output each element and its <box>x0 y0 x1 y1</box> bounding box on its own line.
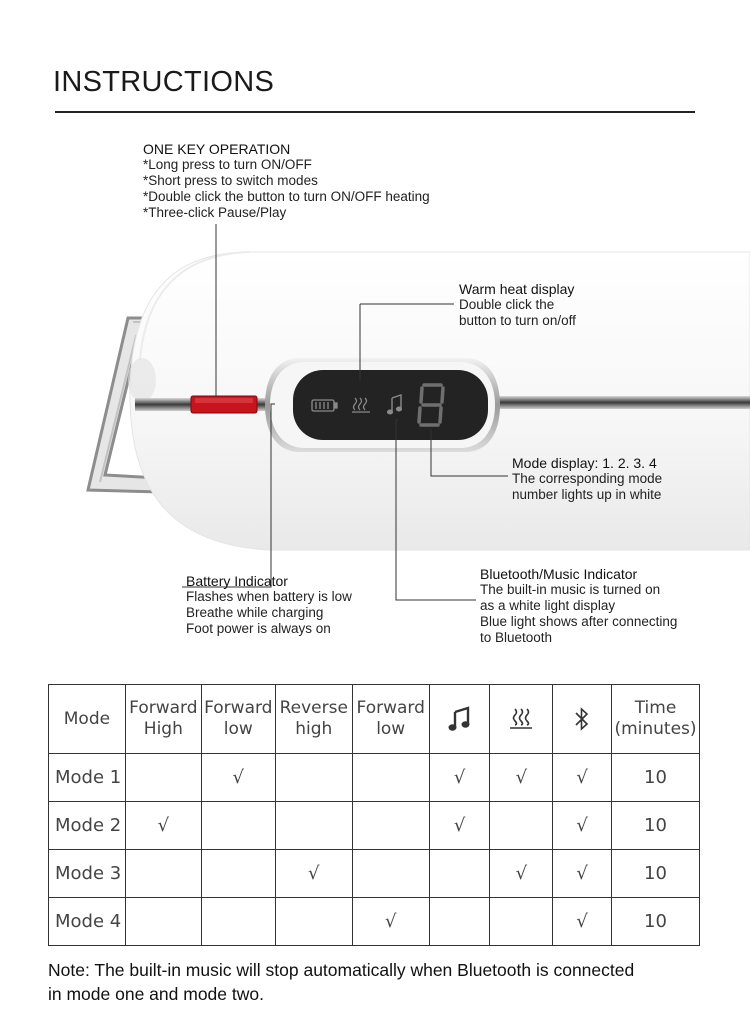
table-header-row <box>49 685 700 754</box>
header-line: Time <box>634 698 677 718</box>
header-line: Forward <box>356 698 425 718</box>
header-line: (minutes) <box>614 719 697 739</box>
music-note-icon <box>448 706 472 732</box>
header-line: low <box>223 719 253 739</box>
callout-line: as a white light display <box>480 598 616 613</box>
display-screen <box>293 370 488 440</box>
table-cell: √ <box>553 898 612 946</box>
table-cell <box>125 850 201 898</box>
row-mode-label: Mode 4 <box>49 898 126 946</box>
side-band-right <box>488 396 750 409</box>
callout-one-key-operation <box>143 141 430 221</box>
table-cell: √ <box>125 802 201 850</box>
row-time: 10 <box>611 802 699 850</box>
table-cell <box>429 850 490 898</box>
callout-line: Blue light shows after connecting <box>480 614 678 629</box>
table-cell <box>352 802 429 850</box>
table-cell <box>125 898 201 946</box>
table-row <box>49 802 700 850</box>
callout-line: The built-in music is turned on <box>480 582 661 597</box>
callout-heading: Bluetooth/Music Indicator <box>480 566 638 582</box>
callout-heading: Mode display: 1. 2. 3. 4 <box>512 455 657 471</box>
callout-battery-indicator <box>186 573 352 637</box>
footnote <box>48 958 728 1006</box>
row-time: 10 <box>611 850 699 898</box>
header-line: High <box>143 719 183 739</box>
header-line: Forward <box>204 698 273 718</box>
header-line: low <box>376 719 406 739</box>
callout-line: Flashes when battery is low <box>186 589 352 604</box>
header-line: Reverse <box>279 698 348 718</box>
callout-line: The corresponding mode <box>512 471 663 486</box>
table-cell <box>125 754 201 802</box>
callout-heading: Battery Indicator <box>186 573 288 589</box>
table-cell: √ <box>201 754 275 802</box>
row-mode-label: Mode 2 <box>49 802 126 850</box>
header-heat <box>490 685 553 754</box>
callout-line: *Short press to switch modes <box>143 173 318 188</box>
table-cell <box>275 754 352 802</box>
table-cell <box>275 802 352 850</box>
callout-line: *Double click the button to turn ON/OFF heating <box>143 189 430 204</box>
callout-warm-heat-display <box>459 281 576 329</box>
header-line: high <box>295 719 333 739</box>
header-music <box>429 685 490 754</box>
callout-heading: ONE KEY OPERATION <box>143 141 291 157</box>
table-cell: √ <box>490 754 553 802</box>
table-cell: √ <box>553 754 612 802</box>
header-forward-low <box>201 685 275 754</box>
row-time: 10 <box>611 754 699 802</box>
callout-mode-display <box>512 455 662 503</box>
header-forward-low-2 <box>352 685 429 754</box>
table-cell <box>352 850 429 898</box>
table-cell <box>352 754 429 802</box>
footnote-line: in mode one and mode two. <box>48 984 264 1004</box>
table-row <box>49 898 700 946</box>
table-cell: √ <box>553 850 612 898</box>
footnote-line: Note: The built-in music will stop automatically when Bluetooth is connected <box>48 960 635 980</box>
callout-line: to Bluetooth <box>480 630 553 645</box>
table-cell <box>201 850 275 898</box>
header-forward-high <box>125 685 201 754</box>
header-time <box>611 685 699 754</box>
table-cell: √ <box>275 850 352 898</box>
table-cell <box>201 898 275 946</box>
callout-line: Foot power is always on <box>186 621 331 636</box>
table-cell: √ <box>553 802 612 850</box>
table-cell <box>275 898 352 946</box>
callout-line: Double click the <box>459 297 555 312</box>
callout-bluetooth-music <box>480 566 677 646</box>
table-cell: √ <box>490 850 553 898</box>
heat-icon <box>508 707 534 731</box>
table-row <box>49 850 700 898</box>
table-cell <box>201 802 275 850</box>
header-line: Forward <box>129 698 198 718</box>
header-mode: Mode <box>49 685 126 754</box>
header-bluetooth <box>553 685 612 754</box>
table-cell: √ <box>352 898 429 946</box>
header-reverse-high <box>275 685 352 754</box>
row-mode-label: Mode 1 <box>49 754 126 802</box>
bluetooth-icon <box>574 706 590 732</box>
row-time: 10 <box>611 898 699 946</box>
mode-table <box>48 684 700 946</box>
page-title: INSTRUCTIONS <box>53 66 275 98</box>
table-cell: √ <box>429 754 490 802</box>
table-cell <box>490 802 553 850</box>
callout-line: Breathe while charging <box>186 605 324 620</box>
callout-line: number lights up in white <box>512 487 662 502</box>
row-mode-label: Mode 3 <box>49 850 126 898</box>
table-row <box>49 754 700 802</box>
table-cell: √ <box>429 802 490 850</box>
callout-line: button to turn on/off <box>459 313 576 328</box>
table-cell <box>490 898 553 946</box>
callout-line: *Long press to turn ON/OFF <box>143 157 312 172</box>
callout-heading: Warm heat display <box>459 281 575 297</box>
callout-line: *Three-click Pause/Play <box>143 205 287 220</box>
table-cell <box>429 898 490 946</box>
